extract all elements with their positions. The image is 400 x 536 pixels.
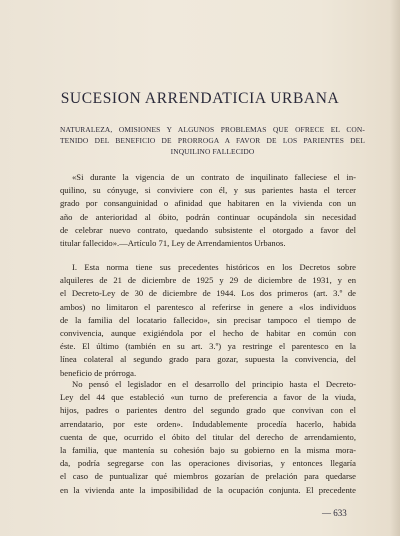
paragraph-line: da, podría segregarse con las operaciones divisorias, y entonces llegaría — [60, 458, 356, 469]
paragraph-line: la familia, que mantenía su cohesión bajo su gobierno en la misma mora- — [60, 445, 356, 456]
quote-line: titular fallecido».—Artículo 71, Ley de Arrendamientos Urbanos. — [60, 238, 286, 249]
paragraph-line: Ley del 44 que estableció «un turno de preferencia a favor de la viuda, — [60, 392, 356, 403]
page-edge-shadow — [390, 0, 400, 536]
paragraph-line: No pensó el legislador en el desarrollo del principio hasta el Decreto- — [72, 379, 356, 389]
body-paragraph-2 — [60, 378, 356, 497]
paragraph-line: I. Esta norma tiene sus precedentes históricos en los Decretos sobre — [72, 262, 356, 272]
paragraph-line: ambos) no limitaron el parentesco al referirse in genere a «los individuos — [60, 301, 356, 312]
quote-line: quilino, su cónyuge, si conviviere con él, y sus parientes hasta el tercer — [60, 185, 356, 196]
paragraph-line: hijos, padres o parientes dentro del segundo grado que convivan con el — [60, 405, 356, 416]
paragraph-line: el caso de puntualizar qué miembros gozarían de prelación para quedarse — [60, 471, 356, 482]
paragraph-line: línea colateral al segundo grado para gozar, supuesta la convivencia, del — [60, 354, 356, 365]
epigraph-quote — [60, 171, 356, 250]
paragraph-line: en la vivienda ante la imposibilidad de la ocupación conjunta. El precedente — [60, 484, 356, 495]
page-number: — 633 — [322, 508, 347, 518]
subtitle-line: TENIDO DEL BENEFICIO DE PRORROGA A FAVOR DE LOS PARIENTES DEL — [60, 136, 365, 145]
quote-line: año de anterioridad al óbito, podrán continuar ocupándola sin necesidad — [60, 211, 356, 222]
subtitle-line: NATURALEZA, OMISIONES Y ALGUNOS PROBLEMAS QUE OFRECE EL CON- — [60, 125, 365, 134]
paragraph-line: de la familia del locatario fallecido», sin precisar tampoco el tiempo de — [60, 314, 356, 325]
paragraph-line: arrendatario, por este orden». Indudablemente procedía hacerlo, habida — [60, 418, 356, 429]
body-paragraph-1 — [60, 261, 356, 380]
quote-line: grado por consanguinidad o afinidad que habitaren en la vivienda con un — [60, 198, 356, 209]
article-subtitle — [60, 124, 365, 157]
quote-line: «Si durante la vigencia de un contrato de inquilinato falleciese el in- — [72, 172, 356, 182]
subtitle-line: INQUILINO FALLECIDO — [170, 147, 255, 156]
paragraph-line: beneficio de prórroga. — [60, 367, 137, 378]
paragraph-line: éste. El último (también en su art. 3.º) ya restringe el parentesco en la — [60, 341, 356, 352]
paragraph-line: el Decreto-Ley de 30 de diciembre de 1944. Los dos primeros (art. 3.º de — [60, 288, 356, 299]
paragraph-line: convivencia, aunque exigiéndola por el hecho de habitar en común con — [60, 328, 356, 339]
article-title: SUCESION ARRENDATICIA URBANA — [60, 90, 340, 107]
quote-line: de celebrar nuevo contrato, quedando subsistente el otorgado a favor del — [60, 224, 356, 235]
paragraph-line: cuenta de que, ocurrido el óbito del titular del derecho de arrendamiento, — [60, 431, 356, 442]
paragraph-line: alquileres de 21 de diciembre de 1925 y 29 de diciembre de 1931, y en — [60, 275, 356, 286]
